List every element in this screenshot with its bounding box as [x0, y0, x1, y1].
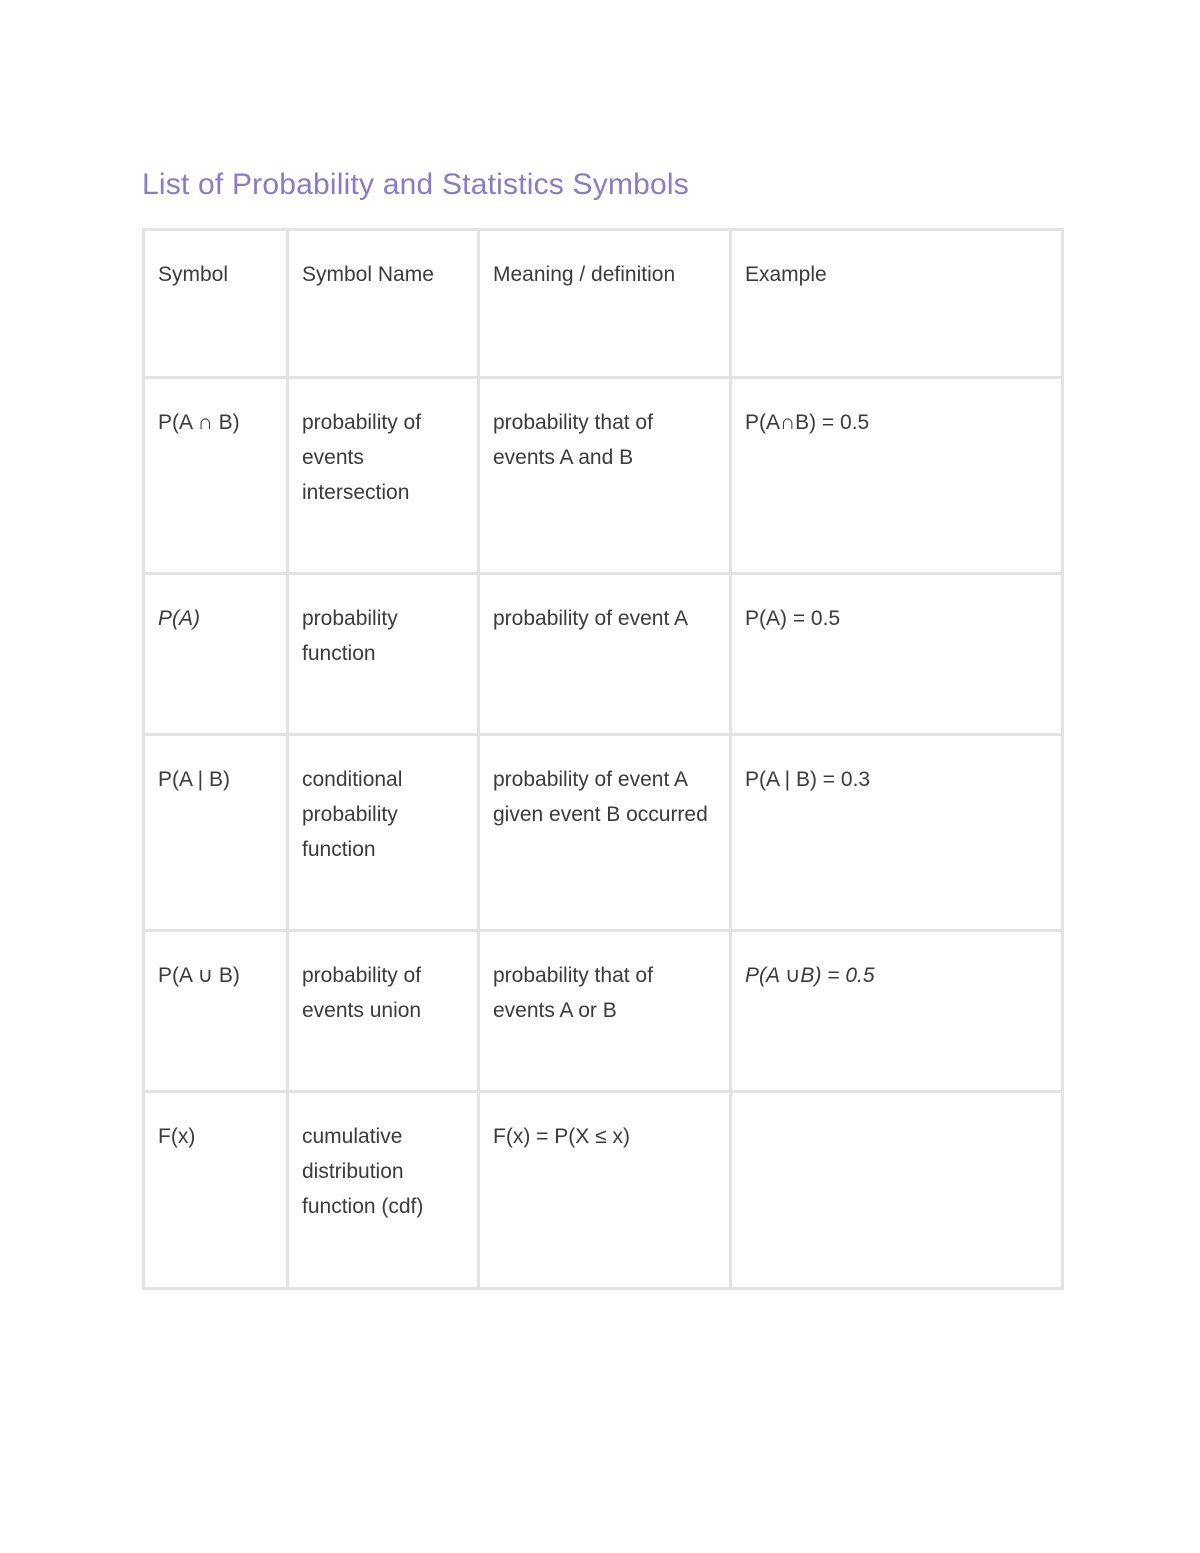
cell-symbol: P(A | B): [144, 735, 288, 931]
header-symbol: Symbol: [144, 230, 288, 378]
header-symbol-name: Symbol Name: [288, 230, 479, 378]
cell-symbol: P(A ∩ B): [144, 378, 288, 574]
table-row: [144, 378, 1063, 574]
symbols-table: [142, 228, 1064, 1290]
cell-symbol: P(A ∪ B): [144, 931, 288, 1092]
table-header-row: [144, 230, 1063, 378]
cell-example: P(A) = 0.5: [731, 574, 1063, 735]
cell-example: [731, 1092, 1063, 1289]
cell-symbol-name: probability of events intersection: [288, 378, 479, 574]
cell-meaning: probability of event A given event B occurred: [479, 735, 731, 931]
table-row: [144, 1092, 1063, 1289]
table-row: [144, 574, 1063, 735]
cell-symbol-name: cumulative distribution function (cdf): [288, 1092, 479, 1289]
header-meaning: Meaning / definition: [479, 230, 731, 378]
cell-symbol-name: probability function: [288, 574, 479, 735]
cell-meaning: probability that of events A or B: [479, 931, 731, 1092]
cell-symbol-name: probability of events union: [288, 931, 479, 1092]
table-row: [144, 931, 1063, 1092]
page-title: List of Probability and Statistics Symbols: [142, 168, 689, 201]
table-row: [144, 735, 1063, 931]
cell-symbol: F(x): [144, 1092, 288, 1289]
cell-meaning: probability that of events A and B: [479, 378, 731, 574]
cell-example: P(A ∪B) = 0.5: [731, 931, 1063, 1092]
header-example: Example: [731, 230, 1063, 378]
cell-meaning: probability of event A: [479, 574, 731, 735]
cell-example: P(A∩B) = 0.5: [731, 378, 1063, 574]
cell-symbol-name: conditional probability function: [288, 735, 479, 931]
cell-meaning: F(x) = P(X ≤ x): [479, 1092, 731, 1289]
cell-symbol: P(A): [144, 574, 288, 735]
cell-example: P(A | B) = 0.3: [731, 735, 1063, 931]
